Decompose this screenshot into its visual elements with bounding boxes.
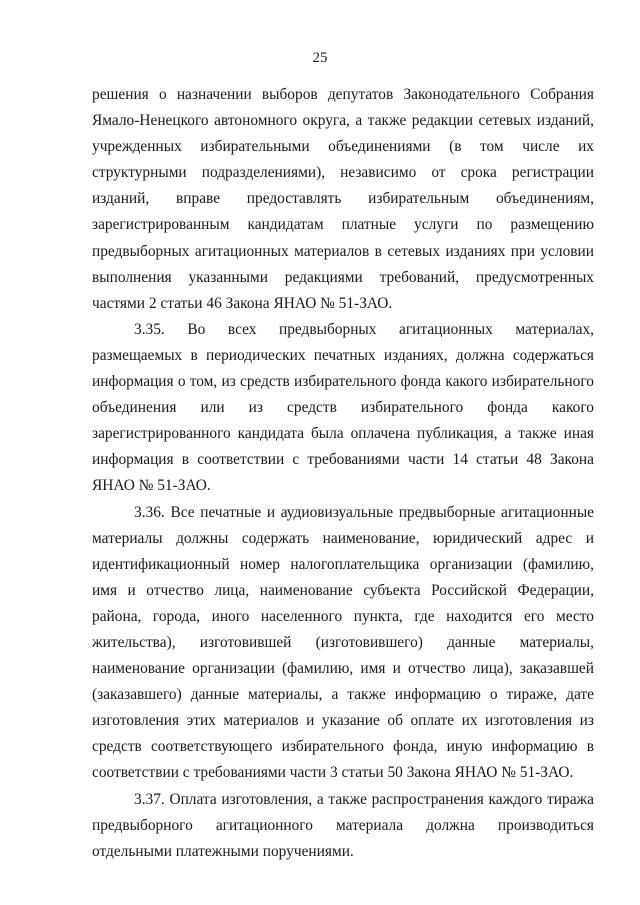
paragraph-3-35: 3.35. Во всех предвыборных агитационных материалах, размещаемых в периодических печатных изданиях, должна содержаться информация о том, из средств избирательного фонда какого избирательного объединения или из средств избирательного фонда какого зарегистрированного кандидата была оплачена публикация, а также иная информация в соответствии с требованиями части 14 статьи 48 Закона ЯНАО № 51-ЗАО. [92,320,594,495]
page-number: 25 [312,50,328,66]
paragraph-3-36: 3.36. Все печатные и аудиовизуальные предвыборные агитационные материалы должны содержать наименование, юридический адрес и идентификационный номер налогоплательщика организации (фамилию, имя и отчество лица, наименование субъекта Российской Федерации, района, города, иного населенного пункта, где находится его место жительства), изготовившей (изготовившего) данные материалы, наименование организации (фамилию, имя и отчество лица), заказавшей (заказавшего) данные материалы, а также информацию о тираже, дате изготовления этих материалов и указание об оплате их изготовления из средств соответствующего избирательного фонда, иную информацию в соответствии с требованиями части 3 статьи 50 Закона ЯНАО № 51-ЗАО. [92,503,594,782]
paragraph-continuation: решения о назначении выборов депутатов Законодательного Собрания Ямало-Ненецкого автономного округа, а также редакции сетевых изданий, учрежденных избирательными объединениями (в том числе их структурными подразделениями), независимо от срока регистрации изданий, вправе предоставлять избирательным объединениям, зарегистрированным кандидатам платные услуги по размещению предвыборных агитационных материалов в сетевых изданиях при условии выполнения указанными редакциями требований, предусмотренных частями 2 статьи 46 Закона ЯНАО № 51-ЗАО. [92,86,594,312]
paragraph-3-37: 3.37. Оплата изготовления, а также распространения каждого тиража предвыборного агитационного материала должна производиться отдельными платежными поручениями. [92,790,594,860]
document-body [92,82,594,865]
